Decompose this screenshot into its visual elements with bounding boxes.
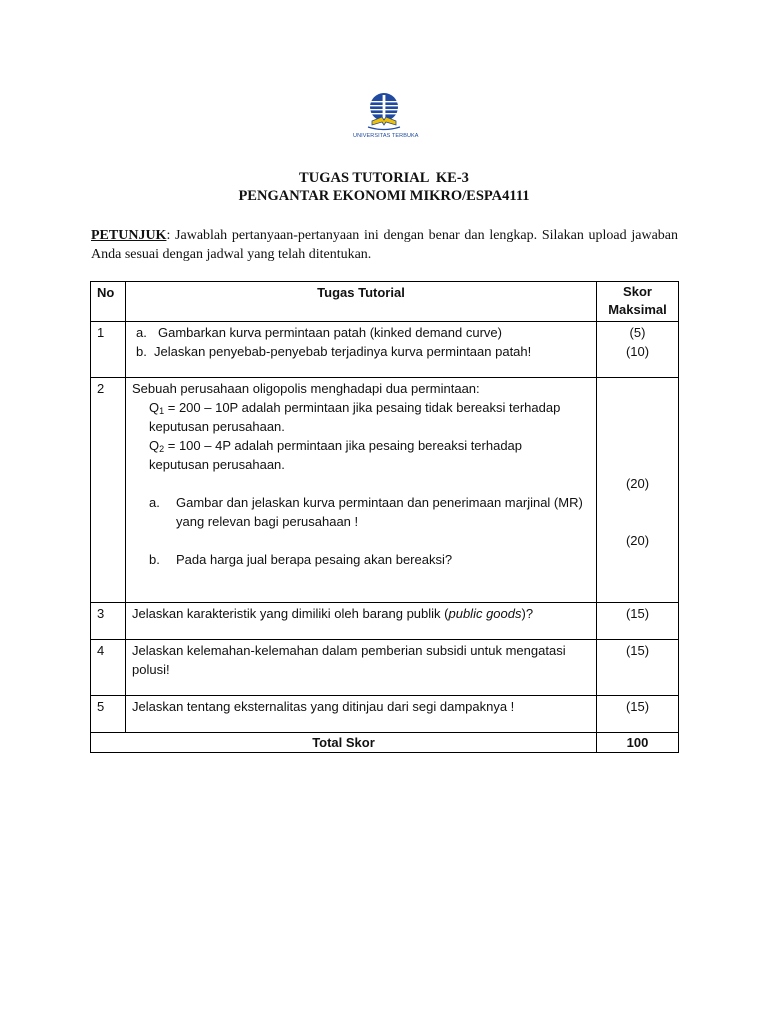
document-title: TUGAS TUTORIAL KE-3	[299, 170, 469, 186]
row-number: 1	[91, 322, 126, 378]
item-marker: b.	[149, 552, 160, 567]
table-row	[91, 378, 679, 603]
equation-q1	[149, 398, 590, 417]
score-cell: (15)	[597, 696, 679, 733]
row-number: 4	[91, 640, 126, 696]
tasks-table	[90, 281, 679, 753]
logo-caption: UNIVERSITAS TERBUKA	[353, 133, 419, 139]
list-item	[149, 550, 590, 569]
list-item	[132, 323, 590, 342]
task-text-italic: public goods	[448, 606, 522, 621]
universitas-terbuka-logo-icon	[366, 92, 402, 132]
row-number: 5	[91, 696, 126, 733]
score-value: (20)	[625, 533, 650, 548]
q-symbol: Q	[149, 438, 160, 453]
sub-question-list	[132, 493, 590, 569]
total-value: 100	[597, 733, 679, 753]
equation-q2	[149, 436, 590, 455]
task-cell	[126, 378, 597, 603]
university-logo	[353, 92, 419, 148]
row-number: 3	[91, 603, 126, 640]
instructions-text: : Jawablah pertanyaan-pertanyaan ini dengan benar dan lengkap. Silakan upload jawaban Anda sesuai dengan jadwal yang telah ditentukan.	[91, 228, 678, 262]
instructions-paragraph	[91, 227, 678, 264]
table-row	[91, 603, 679, 640]
list-item	[132, 342, 590, 361]
table-row	[91, 696, 679, 733]
task-cell: Jelaskan kelemahan-kelemahan dalam pemberian subsidi untuk mengatasi polusi!	[126, 640, 597, 696]
score-cell	[597, 322, 679, 378]
score-cell	[597, 378, 679, 603]
task-cell	[126, 603, 597, 640]
header-score-line2: Maksimal	[608, 302, 667, 317]
equation-q1-continued: keputusan perusahaan.	[149, 419, 285, 434]
course-title: PENGANTAR EKONOMI MIKRO/ESPA4111	[238, 188, 530, 204]
score-value: (10)	[625, 344, 650, 359]
row-number: 2	[91, 378, 126, 603]
item-text: Gambar dan jelaskan kurva permintaan dan penerimaan marjinal (MR) yang relevan bagi perusahaan !	[176, 495, 583, 529]
task-cell: Jelaskan tentang eksternalitas yang ditinjau dari segi dampaknya !	[126, 696, 597, 733]
score-value: (20)	[625, 476, 650, 491]
equation-text: = 100 – 4P adalah permintaan jika pesaing bereaksi terhadap	[164, 438, 523, 453]
item-marker: a.	[136, 325, 147, 340]
item-text: Jelaskan penyebab-penyebab terjadinya kurva permintaan patah!	[154, 344, 532, 359]
total-row	[91, 733, 679, 753]
header-task: Tugas Tutorial	[126, 282, 597, 322]
header-score	[597, 282, 679, 322]
demand-equations	[132, 398, 590, 474]
task-text: )?	[521, 606, 534, 621]
header-score-line1: Skor	[623, 284, 652, 299]
item-marker: a.	[149, 495, 160, 510]
q-subscript: 1	[159, 406, 165, 416]
equation-q2-continued: keputusan perusahaan.	[149, 457, 285, 472]
task-text: Jelaskan karakteristik yang dimiliki oleh barang publik (	[132, 606, 449, 621]
table-header-row	[91, 282, 679, 322]
q-symbol: Q	[149, 400, 160, 415]
item-marker: b.	[136, 344, 147, 359]
score-cell: (15)	[597, 603, 679, 640]
q-subscript: 2	[159, 444, 165, 454]
table-row	[91, 322, 679, 378]
instructions-label: PETUNJUK	[91, 228, 167, 243]
task-intro: Sebuah perusahaan oligopolis menghadapi dua permintaan:	[132, 381, 480, 396]
item-text: Gambarkan kurva permintaan patah (kinked demand curve)	[158, 325, 502, 340]
header-no: No	[91, 282, 126, 322]
score-value: (5)	[629, 325, 646, 340]
equation-text: = 200 – 10P adalah permintaan jika pesaing tidak bereaksi terhadap	[164, 400, 561, 415]
list-item	[149, 493, 590, 531]
task-cell	[126, 322, 597, 378]
item-text: Pada harga jual berapa pesaing akan bereaksi?	[176, 552, 453, 567]
total-label: Total Skor	[91, 733, 597, 753]
score-cell: (15)	[597, 640, 679, 696]
table-row	[91, 640, 679, 696]
